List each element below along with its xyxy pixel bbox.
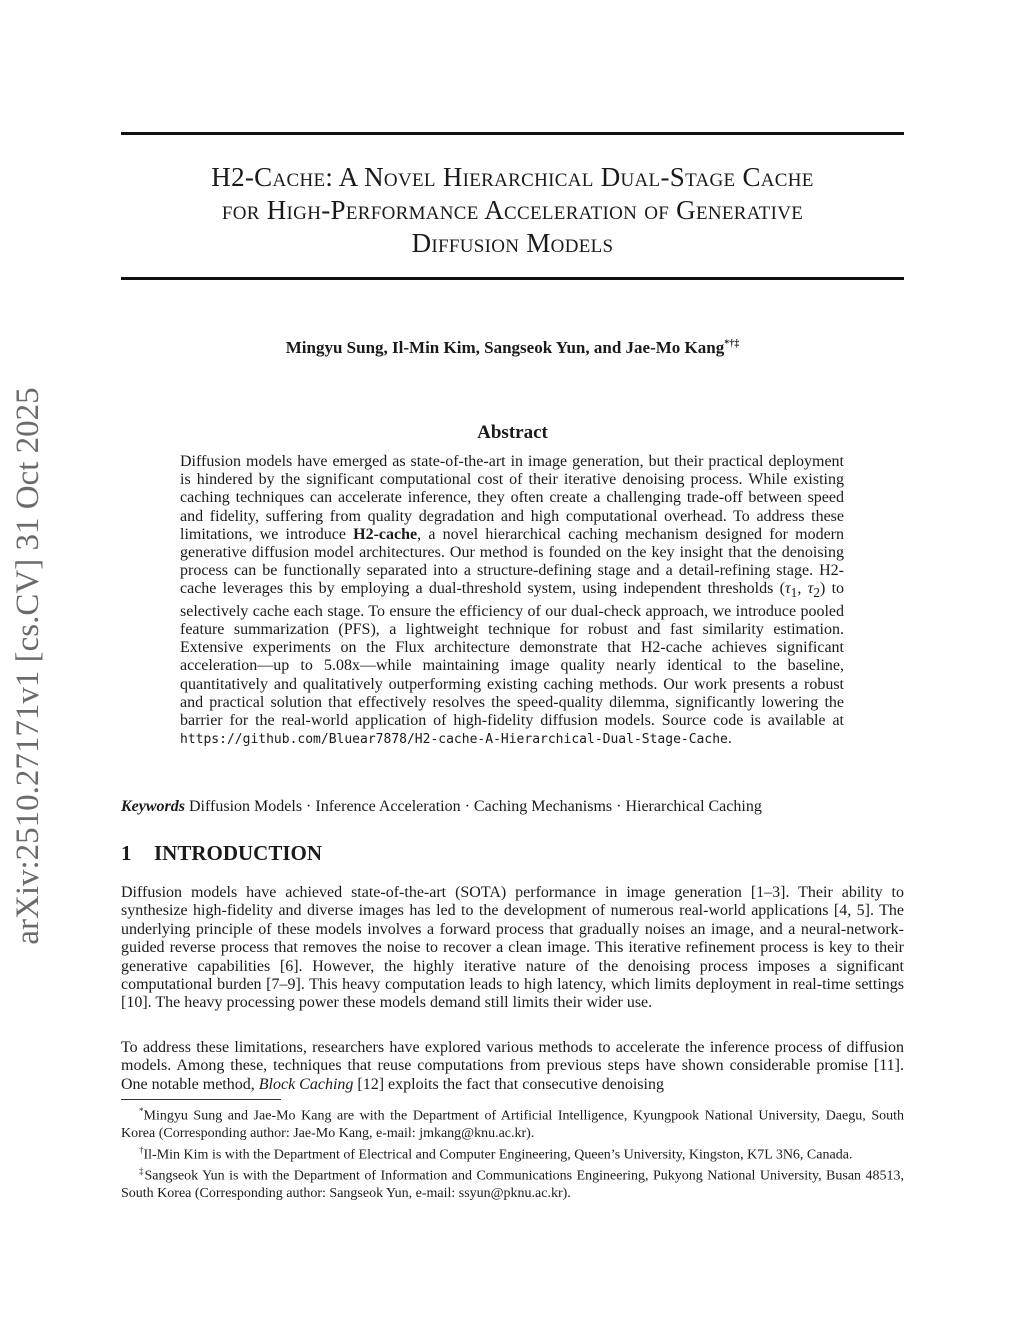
- title-line-2: for High-Performance Acceleration of Generative: [221, 195, 804, 225]
- intro-p2-text-1: To address these limitations, researchers have explored various methods to accelerate the inference process of diffusion models. Among these, techniques that reuse computations from previous steps have shown considerable promise [11]. One notable method,: [121, 1039, 904, 1093]
- footnote-rule: [121, 1099, 281, 1100]
- footnote-2: [121, 1142, 904, 1164]
- intro-p2-italic: Block Caching: [258, 1075, 354, 1093]
- keywords-label: Keywords: [121, 798, 185, 815]
- tau2-symbol: τ: [807, 580, 814, 598]
- arxiv-stamp: [2, 372, 54, 960]
- author-marks: *†‡: [724, 338, 740, 350]
- title-top-rule: [121, 132, 904, 135]
- abstract-bold-term: H2-cache: [353, 525, 418, 543]
- section-number: 1: [121, 841, 132, 865]
- abstract-heading: Abstract: [477, 422, 548, 443]
- tau-separator: ,: [797, 580, 808, 598]
- keywords-line: [121, 798, 904, 816]
- section-title: INTRODUCTION: [154, 841, 323, 865]
- author-list: [121, 338, 904, 358]
- abstract-text-2: , a novel hierarchical caching mechanism designed for modern generative diffusion model architectures. Our method is founded on the key insight that the denoising process can be functionally separated into a structure-defining stage and a detail-refining stage. H2-cache leverages this by employing a dual-threshold system, using independent thresholds (: [180, 525, 844, 598]
- intro-paragraph-1: Diffusion models have achieved state-of-the-art (SOTA) performance in image generation [1–3]. Their ability to synthesize high-fidelity and diverse images has led to the development of numerous real-world applications [4, 5]. The underlying principle of these models involves a forward process that gradually noises an image, and a neural-network-guided reverse process that removes the noise to recover a clean image. This iterative refinement process is key to their generative capabilities [6]. However, the highly iterative nature of the denoising process imposes a significant computational burden [7–9]. This heavy computation leads to high latency, which limits deployment in real-time settings [10]. The heavy processing power these models demand still limits their wider use.: [121, 884, 904, 1012]
- footnote-1-mark: *: [139, 1106, 144, 1116]
- footnote-2-mark: †: [139, 1144, 144, 1155]
- author-names: Mingyu Sung, Il-Min Kim, Sangseok Yun, and Jae-Mo Kang: [285, 338, 725, 357]
- abstract-body: [180, 453, 844, 749]
- keywords-text: Diffusion Models · Inference Acceleration · Caching Mechanisms · Hierarchical Caching: [189, 798, 762, 815]
- title-bottom-rule: [121, 277, 904, 280]
- source-code-link[interactable]: https://github.com/Bluear7878/H2-cache-A-Hierarchical-Dual-Stage-Cache: [180, 732, 728, 748]
- abstract-text-3: ) to selectively cache each stage. To ensure the efficiency of our dual-check approach, we introduce pooled feature summarization (PFS), a lightweight technique for robust and fast similarity estimation. Extensive experiments on the Flux architecture demonstrate that H2-cache achieves significant acceleration—up to 5.08x—while maintaining image quality nearly identical to the baseline, quantitatively and qualitatively outperforming existing caching methods. Our work presents a robust and practical solution that effectively resolves the speed-quality dilemma, significantly lowering the barrier for the real-world application of high-fidelity diffusion models. Source code is available at: [180, 580, 845, 730]
- footnote-3-text: Sangseok Yun is with the Department of Information and Communications Engineering, Pukyong National University, Busan 48513, South Korea (Corresponding author: Sangseok Yun, e-mail: ssyun@pknu.ac.kr).: [121, 1168, 904, 1201]
- footnotes: [121, 1103, 904, 1202]
- section-heading: [121, 841, 322, 866]
- footnote-3: [121, 1163, 904, 1202]
- title-line-1: H2-Cache: A Novel Hierarchical Dual-Stage Cache: [211, 162, 814, 192]
- footnote-2-text: Il-Min Kim is with the Department of Electrical and Computer Engineering, Queen’s University, Kingston, K7L 3N6, Canada.: [143, 1147, 853, 1163]
- title-line-3: Diffusion Models: [411, 228, 614, 258]
- tau2-subscript: 2: [813, 585, 820, 601]
- abstract-text-1: Diffusion models have emerged as state-of-the-art in image generation, but their practical deployment is hindered by the significant computational cost of their iterative denoising process. While existing caching techniques can accelerate inference, they often create a challenging trade-off between speed and fidelity, suffering from quality degradation and high computational overhead. To address these limitations, we introduce: [180, 453, 844, 543]
- footnote-1: [121, 1103, 904, 1142]
- arxiv-stamp-text: arXiv:2510.27171v1 [cs.CV] 31 Oct 2025: [10, 387, 46, 945]
- tau1-symbol: τ: [784, 580, 791, 598]
- intro-p2-text-2: [12] exploits the fact that consecutive denoising: [353, 1075, 664, 1093]
- tau1-subscript: 1: [790, 585, 798, 601]
- abstract-end: .: [727, 730, 732, 748]
- footnote-3-mark: ‡: [139, 1166, 145, 1177]
- paper-title: [121, 161, 904, 260]
- intro-paragraph-2: [121, 1039, 904, 1094]
- footnote-1-text: Mingyu Sung and Jae-Mo Kang are with the Department of Artificial Intelligence, Kyungpook National University, Daegu, South Korea (Corresponding author: Jae-Mo Kang, e-mail: jmkang@knu.ac.kr).: [121, 1108, 904, 1141]
